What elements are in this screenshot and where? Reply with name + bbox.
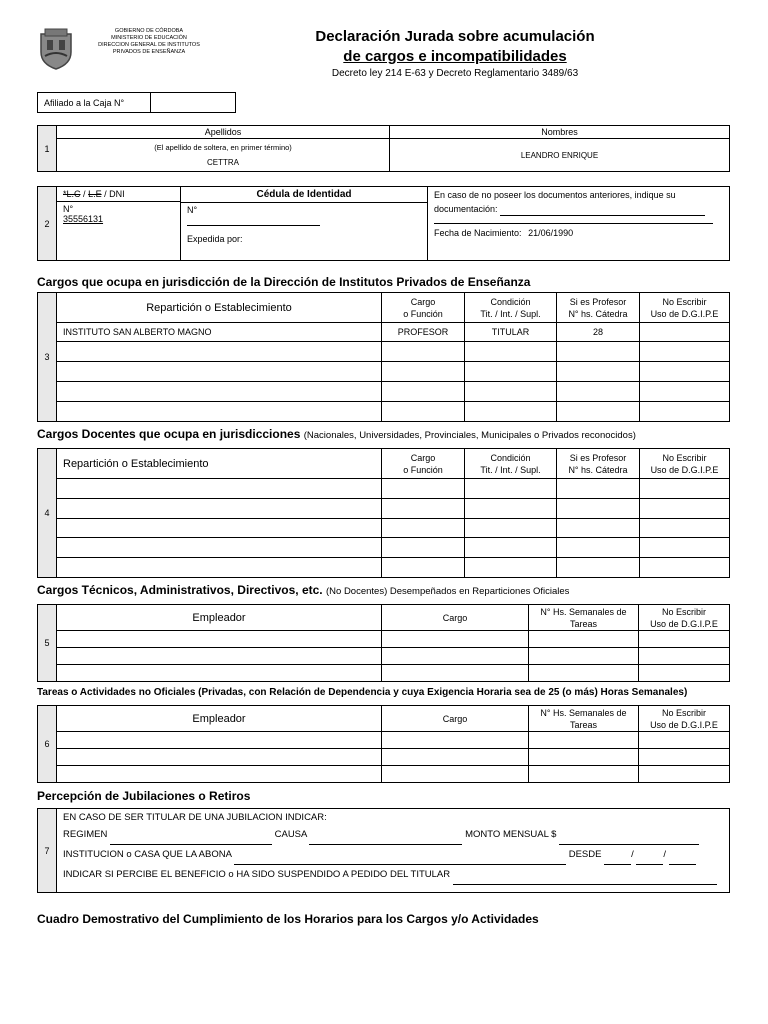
table-cell[interactable] xyxy=(529,648,639,665)
table-cell[interactable] xyxy=(382,766,529,783)
section-number: 5 xyxy=(38,605,57,682)
table-row xyxy=(38,342,730,362)
doc-lc: *L.C xyxy=(63,189,81,199)
section-number: 1 xyxy=(38,126,57,172)
table-cell[interactable] xyxy=(640,402,730,422)
table-cell[interactable] xyxy=(57,402,382,422)
section-number: 7 xyxy=(38,809,57,893)
section5-title-note: (No Docentes) Desempeñados en Reparticiones Oficiales xyxy=(326,586,570,597)
table-cell[interactable] xyxy=(382,665,529,682)
table-cell[interactable] xyxy=(640,479,730,499)
section-number: 2 xyxy=(38,187,57,261)
institucion-label: INSTITUCION o CASA QUE LA ABONA xyxy=(63,849,232,860)
table-cell[interactable]: TITULAR xyxy=(465,323,557,342)
table-cell[interactable] xyxy=(529,631,639,648)
table-row xyxy=(38,732,730,749)
table-cell[interactable] xyxy=(57,648,382,665)
col-header: N° Hs. Semanales de Tareas xyxy=(529,706,639,732)
apellidos-note: (El apellido de soltera, en primer término) xyxy=(154,143,292,152)
table-cell[interactable] xyxy=(529,665,639,682)
section5-title xyxy=(37,583,569,597)
col-header: No Escribir Uso de D.G.I.P.E xyxy=(639,706,730,732)
section7-title: Percepción de Jubilaciones o Retiros xyxy=(37,789,251,803)
section4-table xyxy=(37,448,730,578)
table-cell[interactable] xyxy=(557,558,640,578)
subtitle: Decreto ley 214 E-63 y Decreto Reglamentario 3489/63 xyxy=(331,68,579,79)
col-header: Cargo o Función xyxy=(382,293,465,323)
desde-label: DESDE xyxy=(568,849,602,860)
cedula-n-label: N° xyxy=(187,205,198,215)
table-cell[interactable] xyxy=(639,648,730,665)
table-cell[interactable] xyxy=(557,479,640,499)
title-line-2: de cargos e incompatibilidades xyxy=(343,48,567,65)
table-cell[interactable] xyxy=(640,518,730,538)
apellidos-field[interactable] xyxy=(57,139,390,172)
table-cell[interactable] xyxy=(57,558,382,578)
cedula-label: Cédula de Identidad xyxy=(181,187,427,203)
section4-title xyxy=(37,427,636,441)
gov-line: GOBIERNO DE CÓRDOBA xyxy=(114,28,184,34)
gov-header xyxy=(90,28,208,56)
table-cell[interactable] xyxy=(57,518,382,538)
table-cell[interactable] xyxy=(557,538,640,558)
afiliado-box xyxy=(37,92,236,113)
doc-n-label: N° xyxy=(63,204,74,214)
table-row xyxy=(38,382,730,402)
causa-label: CAUSA xyxy=(274,829,307,840)
table-cell[interactable] xyxy=(382,479,465,499)
documentacion-label: documentación: xyxy=(434,204,498,214)
jubilacion-cell[interactable] xyxy=(57,809,730,893)
afiliado-field[interactable] xyxy=(151,93,236,113)
table-cell[interactable]: INSTITUTO SAN ALBERTO MAGNO xyxy=(57,323,382,342)
table-cell[interactable]: PROFESOR xyxy=(382,323,465,342)
afiliado-label: Afiliado a la Caja N° xyxy=(38,93,151,113)
nombres-field[interactable]: LEANDRO ENRIQUE xyxy=(390,139,730,172)
doc-type xyxy=(57,187,180,202)
table-cell[interactable] xyxy=(57,665,382,682)
table-row xyxy=(38,479,730,499)
regimen-label: REGIMEN xyxy=(63,829,108,840)
table-cell[interactable] xyxy=(640,342,730,362)
table-cell[interactable] xyxy=(639,665,730,682)
table-cell[interactable] xyxy=(382,498,465,518)
gov-line: PRIVADOS DE ENSEÑANZA xyxy=(112,49,186,55)
col-header: No Escribir Uso de D.G.I.P.E xyxy=(640,449,730,479)
table-cell[interactable] xyxy=(529,732,639,749)
doc-le: L.E xyxy=(88,189,102,199)
table-cell[interactable] xyxy=(640,538,730,558)
footer-title: Cuadro Demostrativo del Cumplimiento de los Horarios para los Cargos y/o Actividades xyxy=(37,912,539,926)
table-cell[interactable] xyxy=(640,498,730,518)
section7-table xyxy=(37,808,730,893)
documentacion-line[interactable] xyxy=(500,215,705,216)
table-cell[interactable] xyxy=(639,732,730,749)
table-cell[interactable] xyxy=(57,498,382,518)
table-cell[interactable] xyxy=(382,518,465,538)
table-cell[interactable] xyxy=(382,732,529,749)
doc-dni: / DNI xyxy=(104,189,125,199)
col-header: Condición Tit. / Int. / Supl. xyxy=(465,449,557,479)
table-cell[interactable] xyxy=(640,362,730,382)
table-cell[interactable]: 28 xyxy=(557,323,640,342)
gov-line: DIRECCION GENERAL DE INSTITUTOS xyxy=(98,42,200,48)
title-line-1: Declaración Jurada sobre acumulación xyxy=(315,28,595,45)
doc-n-value: 35556131 xyxy=(63,214,104,224)
table-cell[interactable] xyxy=(382,402,465,422)
section4-title-main: Cargos Docentes que ocupa en jurisdicciones xyxy=(37,427,301,441)
table-cell[interactable] xyxy=(57,362,382,382)
table-cell[interactable] xyxy=(465,479,557,499)
col-header: No Escribir Uso de D.G.I.P.E xyxy=(640,293,730,323)
documentacion-line-2[interactable] xyxy=(434,216,713,224)
coat-of-arms-icon xyxy=(37,26,75,70)
regimen-row xyxy=(63,825,723,845)
table-cell[interactable] xyxy=(57,631,382,648)
col-header: Si es Profesor N° hs. Cátedra xyxy=(557,293,640,323)
table-row xyxy=(38,362,730,382)
table-cell[interactable] xyxy=(529,749,639,766)
table-cell[interactable] xyxy=(57,538,382,558)
jubilacion-line1: EN CASO DE SER TITULAR DE UNA JUBILACION INDICAR: xyxy=(63,812,327,823)
table-cell[interactable] xyxy=(557,518,640,538)
table-cell[interactable] xyxy=(465,402,557,422)
monto-label: MONTO MENSUAL $ xyxy=(465,829,557,840)
nombres-header: Nombres xyxy=(390,126,730,139)
table-cell[interactable] xyxy=(529,766,639,783)
table-cell[interactable] xyxy=(382,362,465,382)
table-cell[interactable] xyxy=(465,558,557,578)
doc-cell[interactable] xyxy=(57,187,181,261)
table-row xyxy=(38,558,730,578)
table-row xyxy=(38,402,730,422)
table-row xyxy=(38,518,730,538)
col-header: Repartición o Establecimiento xyxy=(57,449,382,479)
section6-table xyxy=(37,705,730,783)
table-cell[interactable] xyxy=(57,479,382,499)
gov-line: MINISTERIO DE EDUCACIÓN xyxy=(111,35,187,41)
section5-table xyxy=(37,604,730,682)
table-cell[interactable] xyxy=(639,631,730,648)
table-cell[interactable] xyxy=(465,518,557,538)
page-title xyxy=(290,27,620,67)
table-cell[interactable] xyxy=(640,558,730,578)
section3-title: Cargos que ocupa en jurisdicción de la Dirección de Institutos Privados de Enseñanza xyxy=(37,275,531,289)
table-cell[interactable] xyxy=(465,342,557,362)
col-header: Cargo xyxy=(382,706,529,732)
table-cell[interactable] xyxy=(557,362,640,382)
table-cell[interactable] xyxy=(382,631,529,648)
section4-title-note: (Nacionales, Universidades, Provinciales, Municipales o Privados reconocidos) xyxy=(303,430,636,441)
table-row xyxy=(38,648,730,665)
expedida-label: Expedida por: xyxy=(187,234,243,244)
table-cell[interactable] xyxy=(382,342,465,362)
section5-title-main: Cargos Técnicos, Administrativos, Directivos, etc. xyxy=(37,583,323,597)
institucion-row: INSTITUCION o CASA QUE LA ABONA DESDE / / xyxy=(63,845,723,865)
table-cell[interactable] xyxy=(57,749,382,766)
section3-table xyxy=(37,292,730,422)
table-cell[interactable] xyxy=(640,323,730,342)
col-header: Cargo o Función xyxy=(382,449,465,479)
otros-text: En caso de no poseer los documentos anteriores, indique su xyxy=(434,190,676,200)
doc-sep: / xyxy=(83,189,86,199)
table-row xyxy=(38,766,730,783)
table-cell[interactable] xyxy=(465,382,557,402)
table-cell[interactable] xyxy=(382,648,529,665)
table-cell[interactable] xyxy=(382,558,465,578)
table-row xyxy=(38,665,730,682)
table-cell[interactable] xyxy=(382,538,465,558)
table-cell[interactable] xyxy=(465,498,557,518)
col-header: No Escribir Uso de D.G.I.P.E xyxy=(639,605,730,631)
section6-title: Tareas o Actividades no Oficiales (Privadas, con Relación de Dependencia y cuya Exigencia Horaria sea de 25 (o más) Horas Semanales) xyxy=(37,687,688,698)
col-header: Cargo xyxy=(382,605,529,631)
table-cell[interactable] xyxy=(557,402,640,422)
table-row xyxy=(38,323,730,342)
col-header: Empleador xyxy=(57,706,382,732)
col-header: Repartición o Establecimiento xyxy=(57,293,382,323)
table-cell[interactable] xyxy=(382,749,529,766)
section-number: 3 xyxy=(38,293,57,422)
fecha-row xyxy=(434,226,723,240)
table-cell[interactable] xyxy=(57,382,382,402)
documentacion-row xyxy=(434,202,723,216)
section-number: 6 xyxy=(38,706,57,783)
table-cell[interactable] xyxy=(557,382,640,402)
table-row xyxy=(38,498,730,518)
cedula-cell[interactable] xyxy=(181,187,428,261)
apellidos-header: Apellidos xyxy=(57,126,390,139)
indicar-label: INDICAR SI PERCIBE EL BENEFICIO o HA SIDO SUSPENDIDO A PEDIDO DEL TITULAR xyxy=(63,869,451,880)
apellidos-value: CETTRA xyxy=(207,158,239,167)
indicar-line[interactable] xyxy=(453,884,717,885)
fecha-label: Fecha de Nacimiento: xyxy=(434,228,522,238)
otros-doc-cell[interactable] xyxy=(428,187,730,261)
table-cell[interactable] xyxy=(465,538,557,558)
table-cell[interactable] xyxy=(57,342,382,362)
table-cell[interactable] xyxy=(465,362,557,382)
section2-table xyxy=(37,186,730,261)
table-cell[interactable] xyxy=(639,766,730,783)
table-cell[interactable] xyxy=(640,382,730,402)
section-number: 4 xyxy=(38,449,57,578)
table-cell[interactable] xyxy=(382,382,465,402)
table-row xyxy=(38,538,730,558)
table-cell[interactable] xyxy=(57,766,382,783)
fecha-value: 21/06/1990 xyxy=(528,228,574,238)
col-header: Si es Profesor N° hs. Cátedra xyxy=(557,449,640,479)
table-cell[interactable] xyxy=(639,749,730,766)
col-header: Empleador xyxy=(57,605,382,631)
indicar-row xyxy=(63,865,723,885)
table-cell[interactable] xyxy=(57,732,382,749)
table-cell[interactable] xyxy=(557,342,640,362)
table-row xyxy=(38,749,730,766)
table-row xyxy=(38,631,730,648)
table-cell[interactable] xyxy=(557,498,640,518)
col-header: Condición Tit. / Int. / Supl. xyxy=(465,293,557,323)
section1-table xyxy=(37,125,730,172)
col-header: N° Hs. Semanales de Tareas xyxy=(529,605,639,631)
